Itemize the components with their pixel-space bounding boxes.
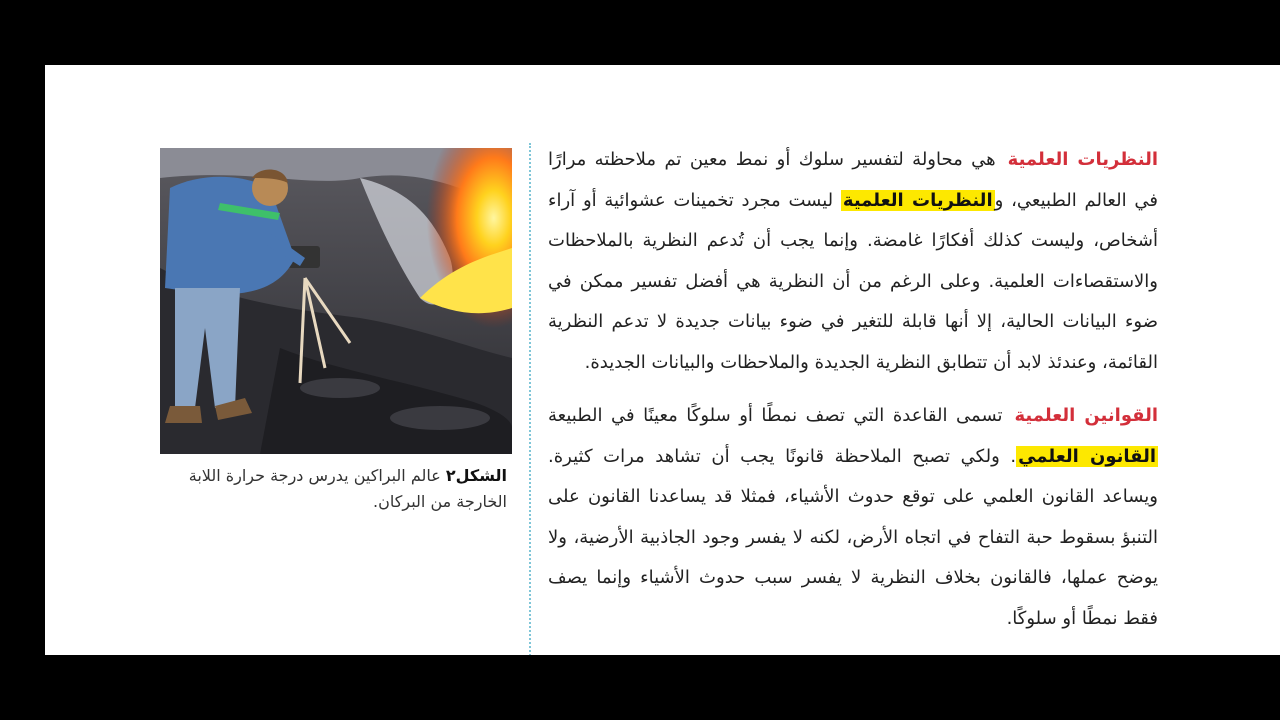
paragraph-scientific-laws	[548, 396, 1158, 639]
figure-caption-text: عالم البراكين يدرس درجة حرارة اللابة الخارجة من البركان.	[188, 466, 507, 511]
figure-label: الشكل٢	[445, 466, 507, 485]
highlighted-term: النظريات العلمية	[842, 189, 993, 211]
paragraph-text: هي محاولة لتفسير سلوك أو نمط معين تم ملاحظته مرارًا في العالم الطبيعي، و	[548, 149, 1158, 211]
paragraph-text: ليست مجرد تخمينات عشوائية أو آراء أشخاص، وليست كذلك أفكارًا غامضة. وإنما يجب أن تُدعم النظرية بالملاحظات والاستقصاءات العلمية. وعلى الرغم من أن النظرية هي أفضل تفسير ممكن في ضوء البيانات الحالية، إلا أنها قابلة للتغير في ضوء بيانات جديدة لا تدعم النظرية القائمة، وعندئذ لابد أن تتطابق النظرية الجديدة والملاحظات والبيانات الجديدة.	[548, 189, 1158, 373]
term-heading: النظريات العلمية	[1007, 149, 1158, 170]
term-heading: القوانين العلمية	[1014, 405, 1158, 426]
paragraph-text: تسمى القاعدة التي تصف نمطًا أو سلوكًا معينًا في الطبيعة	[548, 405, 1003, 426]
highlighted-term: القانون العلمي	[1018, 445, 1157, 467]
textbook-page	[45, 65, 1280, 655]
paragraph-scientific-theories	[548, 140, 1158, 383]
column-divider	[529, 143, 531, 655]
volcanologist-illustration	[160, 148, 512, 454]
figure-caption	[155, 463, 507, 515]
paragraph-text: . ولكي تصبح الملاحظة قانونًا يجب أن تشاهد مرات كثيرة. ويساعد القانون العلمي على توقع حدوث الأشياء، فمثلا قد يساعدنا القانون على التنبؤ بسقوط حبة التفاح في اتجاه الأرض، لكنه لا يفسر وجود الجاذبية الأرضية، ولا يوضح عملها، فالقانون بخلاف النظرية لا يفسر سبب حدوث الأشياء وإنما يصف فقط نمطًا أو سلوكًا.	[548, 445, 1158, 629]
main-text-column	[548, 140, 1158, 652]
volcano-photo	[160, 148, 512, 454]
